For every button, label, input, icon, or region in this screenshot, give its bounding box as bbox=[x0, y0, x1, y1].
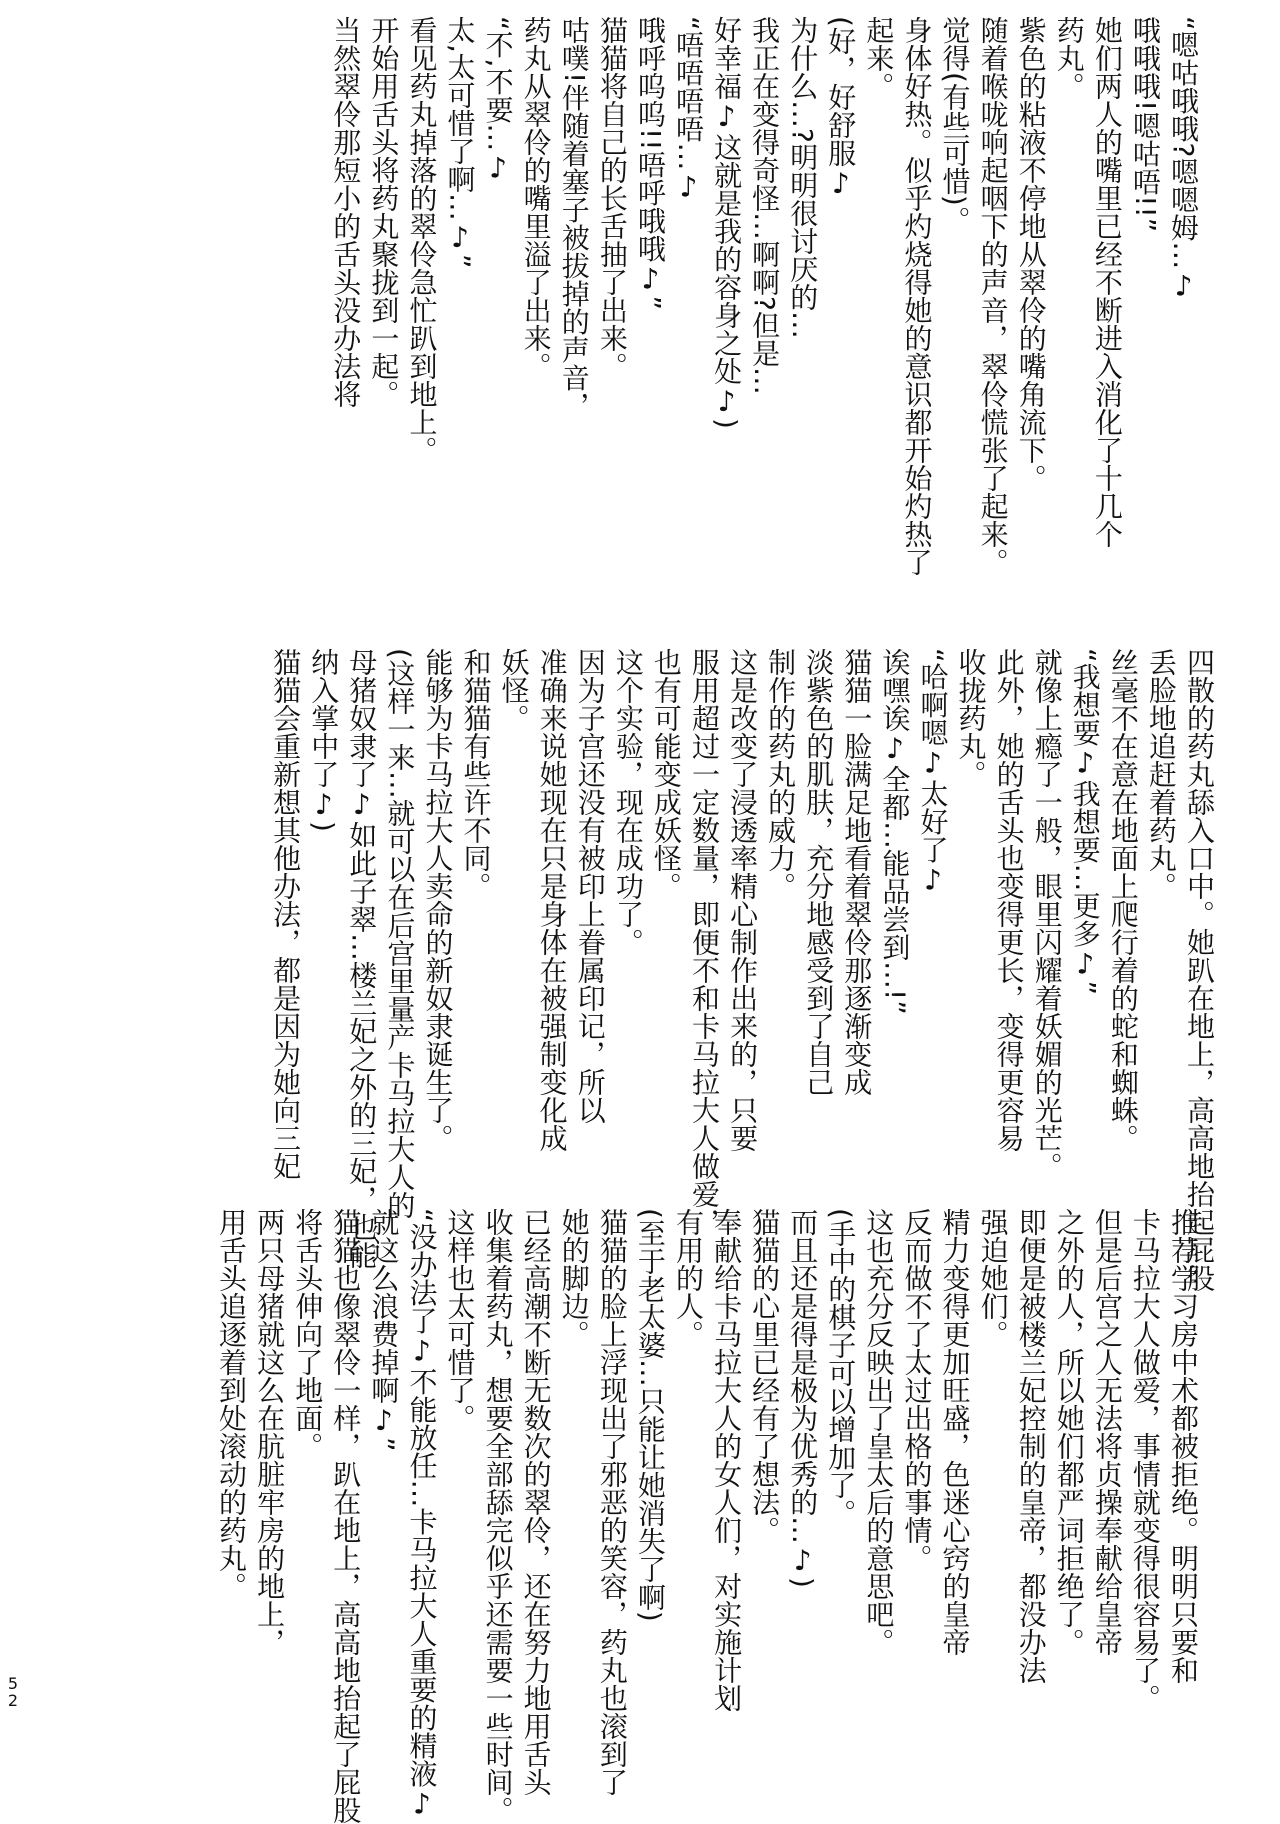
text-block-top: “嗯咕哦哦?嗯嗯姆…♪ 哦哦哦!嗯咕唔!!” 她们两人的嘴里已经不断进入消化了十几个 药丸。 紫色的粘液不停地从翠伶的嘴角流下。 随着喉咙响起咽下的声音，翠伶慌张了起来。 觉得(有些可惜)。 身体好热。似乎灼烧得她的意识都开始灼热了 起来。 (好，好舒服♪ 为什么…?明明很讨厌的… 我正在变得奇怪…啊啊?但是… 好幸福♪这就是我的容身之处♪) “唔唔唔唔…♪ 哦呼呜呜!!唔呼哦哦♪” 猫猫将自己的长舌抽了出来。 咕噗!伴随着塞子被拔掉的声音， 药丸从翠伶的嘴里溢了出来。 “不,不要…♪ 太,太可惜了啊…♪” 看见药丸掉落的翠伶急忙趴到地上。 开始用舌头将药丸聚拢到一起。 当然翠伶那短小的舌头没办法将 bbox=[329, 16, 1200, 576]
page-number: 5 2 bbox=[7, 1674, 19, 1710]
text-block-middle: 四散的药丸舔入口中。她趴在地上，高高地抬起屁股 丢脸地追赶着药丸。 丝毫不在意在地面上爬行着的蛇和蜘蛛。 “我想要♪我想要…更多♪” 就像上瘾了一般，眼里闪耀着妖媚的光芒。 此外，她的舌头也变得更长，变得更容易 收拢药丸。 “哈啊嗯♪太好了♪ 诶嘿诶♪全都…能品尝到…!” 猫猫一脸满足地看着翠伶那逐渐变成 淡紫色的肌肤，充分地感受到了自己 制作的药丸的威力。 这是改变了浸透率精心制作出来的，只要 服用超过一定数量，即便不和卡马拉大人做爱， 也有可能变成妖怪。 这个实验，现在成功了。 因为子宫还没有被印上眷属印记，所以 准确来说她现在只是身体在被强制变化成 妖怪。 和猫猫有些许不同。 能够为卡马拉大人卖命的新奴隶诞生了。 (这样一来…就可以在后宫里量产卡马拉大人的 母猪奴隶了♪如此子翠…楼兰妃之外的三妃，也能 纳入掌中了♪) 猫猫会重新想其他办法，都是因为她向三妃 bbox=[269, 648, 1216, 1292]
text-block-bottom: 推荐学习房中术都被拒绝。明明只要和 卡马拉大人做爱，事情就变得很容易了。 但是后宫之人无法将贞操奉献给皇帝 之外的人，所以她们都严词拒绝了。 即便是被楼兰妃控制的皇帝，都没办法 强迫她们。 精力变得更加旺盛，色迷心窍的皇帝 反而做不了太过出格的事情。 这也充分反映出了皇太后的意思吧。 (手中的棋子可以增加了。 而且还是得是极为优秀的…♪) 猫猫的心里已经有了想法。 奉献给卡马拉大人的女人们，对实施计划 有用的人。 (至于老太婆…只能让她消失了啊) 猫猫的脸上浮现出了邪恶的笑容，药丸也滚到了 她的脚边。 已经高潮不断无数次的翠伶，还在努力地用舌头 收集着药丸，想要全部舔完似乎还需要一些时间。 这样也太可惜了。 “没办法了♪不能放任…卡马拉大人重要的精液♪ 就这么浪费掉啊♪” 猫猫也像翠伶一样，趴在地上，高高地抬起了屁股 将舌头伸向了地面。 两只母猪就这么在肮脏牢房的地上， 用舌头追逐着到处滚动的药丸。 bbox=[215, 1208, 1200, 1824]
